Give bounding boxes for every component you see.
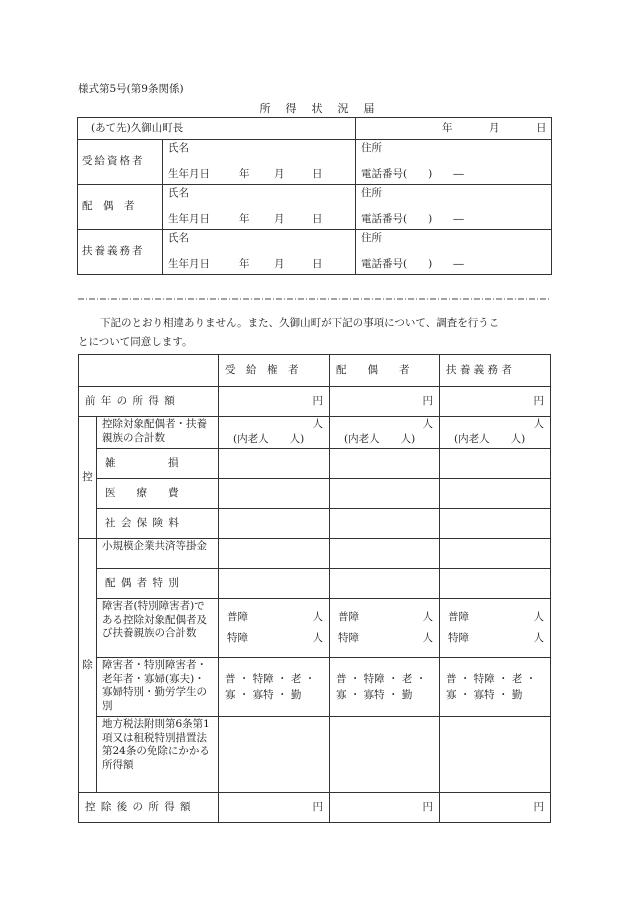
birth-day-label: 日 xyxy=(312,213,323,225)
disabled-count-recipient[interactable]: 普障 人 特障 人 xyxy=(219,599,330,658)
after-deduction-spouse[interactable]: 円 xyxy=(330,793,440,823)
addressee: (あて先)久御山町長 xyxy=(91,121,184,134)
disabled-count-guardian[interactable]: 普障 人 特障 人 xyxy=(440,599,551,658)
prev-income-spouse[interactable]: 円 xyxy=(330,387,440,417)
birth-month-label: 月 xyxy=(274,168,285,180)
applicant-name-cell[interactable] xyxy=(163,140,356,185)
applicant-info-table xyxy=(77,117,552,275)
status-recipient[interactable]: 普 ・ 特障 ・ 老 ・ 寡 ・ 寡特 ・ 勤 xyxy=(219,658,330,717)
birth-year-label: 年 xyxy=(239,258,250,270)
birth-month-label: 月 xyxy=(274,258,285,270)
spouse-special-recipient[interactable] xyxy=(219,569,330,599)
social-insurance-spouse[interactable] xyxy=(330,509,440,539)
dependents-recipient[interactable]: 人 (内老人 人) xyxy=(219,417,330,449)
social-insurance-recipient[interactable] xyxy=(219,509,330,539)
status-spouse[interactable]: 普 ・ 特障 ・ 老 ・ 寡 ・ 寡特 ・ 勤 xyxy=(330,658,440,717)
row-label-disabled-count: 障害者(特別障害者)である控除対象配偶者及び扶養親族の合計数 xyxy=(97,599,219,658)
medical-recipient[interactable] xyxy=(219,479,330,509)
dependents-spouse[interactable]: 人 (内老人 人) xyxy=(330,417,440,449)
consent-line-1: 下記のとおり相違ありません。また、久御山町が下記の事項について、調査を行うこ xyxy=(100,317,500,329)
guardian-name-cell[interactable] xyxy=(163,230,356,275)
spouse-special-spouse[interactable] xyxy=(330,569,440,599)
tax-law-recipient[interactable] xyxy=(219,717,330,793)
submission-date[interactable] xyxy=(356,118,552,140)
row-label-dependents: 控除対象配偶者・扶養親族の合計数 xyxy=(97,417,219,449)
consent-line-2: とについて同意します。 xyxy=(78,336,193,348)
kojo-char-2: 除 xyxy=(79,539,97,793)
small-business-recipient[interactable] xyxy=(219,539,330,569)
date-month-label: 月 xyxy=(489,122,500,134)
spouse-name-cell[interactable] xyxy=(163,185,356,230)
status-guardian[interactable]: 普 ・ 特障 ・ 老 ・ 寡 ・ 寡特 ・ 勤 xyxy=(440,658,551,717)
birth-month-label: 月 xyxy=(274,213,285,225)
addressee-cell xyxy=(78,118,356,140)
birth-day-label: 日 xyxy=(312,168,323,180)
small-business-guardian[interactable] xyxy=(440,539,551,569)
social-insurance-guardian[interactable] xyxy=(440,509,551,539)
misc-loss-spouse[interactable] xyxy=(330,449,440,479)
date-year-label: 年 xyxy=(442,122,453,134)
address-label: 住所 xyxy=(361,232,383,244)
row-label-spouse-special: 配 偶 者 特 別 xyxy=(97,569,219,599)
col-header-guardian: 扶 養 義 務 者 xyxy=(440,355,551,387)
income-table xyxy=(78,354,551,823)
form-number: 様式第5号(第9条関係) xyxy=(78,83,184,95)
header-blank xyxy=(79,355,219,387)
prev-income-guardian[interactable]: 円 xyxy=(440,387,551,417)
medical-guardian[interactable] xyxy=(440,479,551,509)
address-label: 住所 xyxy=(361,142,383,154)
spouse-address-cell[interactable] xyxy=(356,185,552,230)
name-label: 氏名 xyxy=(168,232,189,244)
row-label-after-deduction: 控 除 後 の 所 得 額 xyxy=(79,793,219,823)
col-header-spouse: 配 偶 者 xyxy=(330,355,440,387)
name-label: 氏名 xyxy=(168,142,189,154)
birth-day-label: 日 xyxy=(312,258,323,270)
tax-law-guardian[interactable] xyxy=(440,717,551,793)
address-label: 住所 xyxy=(361,187,383,199)
misc-loss-recipient[interactable] xyxy=(219,449,330,479)
dependents-guardian[interactable]: 人 (内老人 人) xyxy=(440,417,551,449)
prev-income-recipient[interactable]: 円 xyxy=(219,387,330,417)
person-label-applicant: 受給資格者 xyxy=(78,140,163,185)
person-label-spouse: 配 偶 者 xyxy=(78,185,163,230)
birth-label: 生年月日 xyxy=(168,213,210,225)
medical-spouse[interactable] xyxy=(330,479,440,509)
phone-label: 電話番号( ) ― xyxy=(361,213,464,225)
small-business-spouse[interactable] xyxy=(330,539,440,569)
name-label: 氏名 xyxy=(168,187,189,199)
row-label-small-business: 小規模企業共済等掛金 xyxy=(97,539,219,569)
cut-line-separator xyxy=(78,296,550,302)
date-day-label: 日 xyxy=(536,122,547,134)
kojo-char-1: 控 xyxy=(79,417,97,539)
after-deduction-guardian[interactable]: 円 xyxy=(440,793,551,823)
row-label-social-insurance: 社 会 保 険 料 xyxy=(97,509,219,539)
birth-year-label: 年 xyxy=(239,213,250,225)
person-label-guardian: 扶養義務者 xyxy=(78,230,163,275)
applicant-address-cell[interactable] xyxy=(356,140,552,185)
form-title: 所 得 状 況 届 xyxy=(259,102,377,115)
phone-label: 電話番号( ) ― xyxy=(361,168,464,180)
disabled-count-spouse[interactable]: 普障 人 特障 人 xyxy=(330,599,440,658)
after-deduction-recipient[interactable]: 円 xyxy=(219,793,330,823)
row-label-misc-loss: 雑 損 xyxy=(97,449,219,479)
tax-law-spouse[interactable] xyxy=(330,717,440,793)
row-label-status: 障害者・特別障害者・老年者・寡婦(寡夫)・寡婦特別・勤労学生の別 xyxy=(97,658,219,717)
misc-loss-guardian[interactable] xyxy=(440,449,551,479)
guardian-address-cell[interactable] xyxy=(356,230,552,275)
birth-year-label: 年 xyxy=(239,168,250,180)
col-header-recipient: 受 給 権 者 xyxy=(219,355,330,387)
row-label-medical: 医 療 費 xyxy=(97,479,219,509)
phone-label: 電話番号( ) ― xyxy=(361,258,464,270)
row-label-prev-income: 前 年 の 所 得 額 xyxy=(79,387,219,417)
birth-label: 生年月日 xyxy=(168,168,210,180)
birth-label: 生年月日 xyxy=(168,258,210,270)
spouse-special-guardian[interactable] xyxy=(440,569,551,599)
row-label-tax-law: 地方税法附則第6条第1項又は租税特別措置法第24条の免除にかかる所得額 xyxy=(97,717,219,793)
